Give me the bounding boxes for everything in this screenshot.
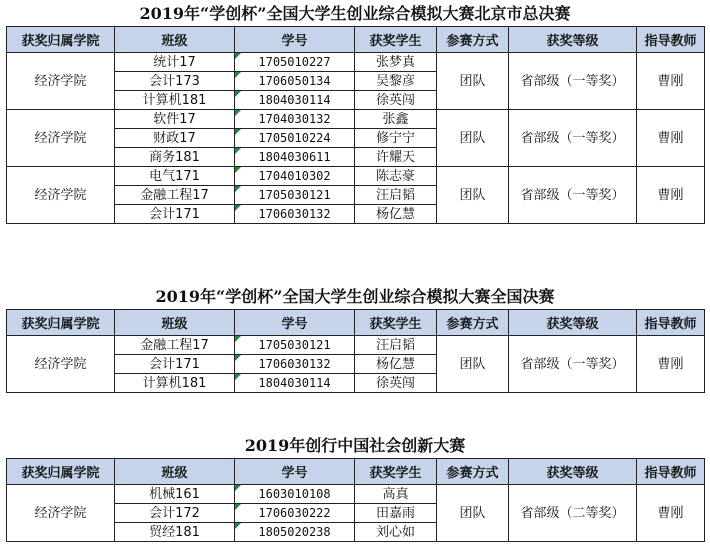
student-id-cell: 1705010224: [235, 129, 355, 148]
teacher-cell: 曹刚: [637, 336, 705, 393]
class-cell: 计算机181: [115, 374, 235, 393]
mode-cell: 团队: [437, 53, 509, 110]
header-student: 获奖学生: [355, 459, 437, 485]
class-cell: 软件17: [115, 110, 235, 129]
student-id-cell: 1706030132: [235, 205, 355, 224]
student-id-cell: 1706030132: [235, 355, 355, 374]
header-row: [7, 310, 705, 336]
section-title: 2019年“学创杯”全国大学生创业综合模拟大赛北京市总决赛: [139, 4, 571, 23]
header-class: 班级: [115, 27, 235, 53]
student-name-cell: 张梦真: [355, 53, 437, 72]
student-id-cell: 1705030121: [235, 186, 355, 205]
student-name-cell: 张鑫: [355, 110, 437, 129]
student-name-cell: 徐英闯: [355, 374, 437, 393]
awards-table: [6, 458, 705, 542]
level-cell: 省部级（一等奖）: [509, 336, 637, 393]
level-cell: 省部级（一等奖）: [509, 53, 637, 110]
student-name-cell: 刘心如: [355, 523, 437, 542]
teacher-cell: 曹刚: [637, 167, 705, 224]
section-title: 2019年“学创杯”全国大学生创业综合模拟大赛全国决赛: [155, 287, 555, 306]
student-id-cell: 1705030121: [235, 336, 355, 355]
teacher-cell: 曹刚: [637, 53, 705, 110]
section-2: [6, 285, 704, 393]
awards-table: [6, 309, 705, 393]
student-name-cell: 吴黎彦: [355, 72, 437, 91]
student-name-cell: 汪启韬: [355, 186, 437, 205]
student-name-cell: 杨亿慧: [355, 355, 437, 374]
student-id-cell: 1706030222: [235, 504, 355, 523]
table-row: [7, 485, 705, 504]
student-id-cell: 1805020238: [235, 523, 355, 542]
class-cell: 会计172: [115, 504, 235, 523]
level-cell: 省部级（一等奖）: [509, 110, 637, 167]
student-id-cell: 1706050134: [235, 72, 355, 91]
header-college: 获奖归属学院: [7, 310, 115, 336]
header-teacher: 指导教师: [637, 459, 705, 485]
mode-cell: 团队: [437, 167, 509, 224]
table-row: [7, 110, 705, 129]
mode-cell: 团队: [437, 110, 509, 167]
table-row: [7, 336, 705, 355]
class-cell: 电气171: [115, 167, 235, 186]
student-name-cell: 田嘉雨: [355, 504, 437, 523]
header-mode: 参赛方式: [437, 459, 509, 485]
section-3: [6, 434, 704, 542]
student-id-cell: 1804030114: [235, 91, 355, 110]
awards-table: [6, 26, 705, 224]
student-id-cell: 1705010227: [235, 53, 355, 72]
header-row: [7, 27, 705, 53]
header-row: [7, 459, 705, 485]
class-cell: 金融工程17: [115, 336, 235, 355]
class-cell: 金融工程17: [115, 186, 235, 205]
class-cell: 商务181: [115, 148, 235, 167]
student-id-cell: 1704010302: [235, 167, 355, 186]
teacher-cell: 曹刚: [637, 110, 705, 167]
header-student: 获奖学生: [355, 310, 437, 336]
student-id-cell: 1603010108: [235, 485, 355, 504]
section-title: 2019年创行中国社会创新大赛: [244, 436, 466, 455]
header-level: 获奖等级: [509, 459, 637, 485]
class-cell: 会计171: [115, 205, 235, 224]
level-cell: 省部级（一等奖）: [509, 167, 637, 224]
header-teacher: 指导教师: [637, 27, 705, 53]
student-name-cell: 汪启韬: [355, 336, 437, 355]
student-name-cell: 陈志豪: [355, 167, 437, 186]
table-row: [7, 167, 705, 186]
student-name-cell: 徐英闯: [355, 91, 437, 110]
student-name-cell: 修宁宁: [355, 129, 437, 148]
class-cell: 统计17: [115, 53, 235, 72]
header-mode: 参赛方式: [437, 310, 509, 336]
class-cell: 财政17: [115, 129, 235, 148]
class-cell: 计算机181: [115, 91, 235, 110]
class-cell: 机械161: [115, 485, 235, 504]
college-cell: 经济学院: [7, 167, 115, 224]
header-level: 获奖等级: [509, 27, 637, 53]
section-1: [6, 2, 704, 224]
header-class: 班级: [115, 459, 235, 485]
student-name-cell: 许耀天: [355, 148, 437, 167]
header-student-id: 学号: [235, 310, 355, 336]
mode-cell: 团队: [437, 336, 509, 393]
header-teacher: 指导教师: [637, 310, 705, 336]
header-student-id: 学号: [235, 459, 355, 485]
header-class: 班级: [115, 310, 235, 336]
class-cell: 会计171: [115, 355, 235, 374]
college-cell: 经济学院: [7, 110, 115, 167]
student-id-cell: 1704030132: [235, 110, 355, 129]
class-cell: 贸经181: [115, 523, 235, 542]
header-mode: 参赛方式: [437, 27, 509, 53]
teacher-cell: 曹刚: [637, 485, 705, 542]
college-cell: 经济学院: [7, 336, 115, 393]
college-cell: 经济学院: [7, 485, 115, 542]
college-cell: 经济学院: [7, 53, 115, 110]
header-college: 获奖归属学院: [7, 459, 115, 485]
class-cell: 会计173: [115, 72, 235, 91]
student-id-cell: 1804030114: [235, 374, 355, 393]
header-student: 获奖学生: [355, 27, 437, 53]
level-cell: 省部级（二等奖）: [509, 485, 637, 542]
table-row: [7, 53, 705, 72]
student-name-cell: 杨亿慧: [355, 205, 437, 224]
student-id-cell: 1804030611: [235, 148, 355, 167]
student-name-cell: 高真: [355, 485, 437, 504]
mode-cell: 团队: [437, 485, 509, 542]
header-student-id: 学号: [235, 27, 355, 53]
header-level: 获奖等级: [509, 310, 637, 336]
header-college: 获奖归属学院: [7, 27, 115, 53]
